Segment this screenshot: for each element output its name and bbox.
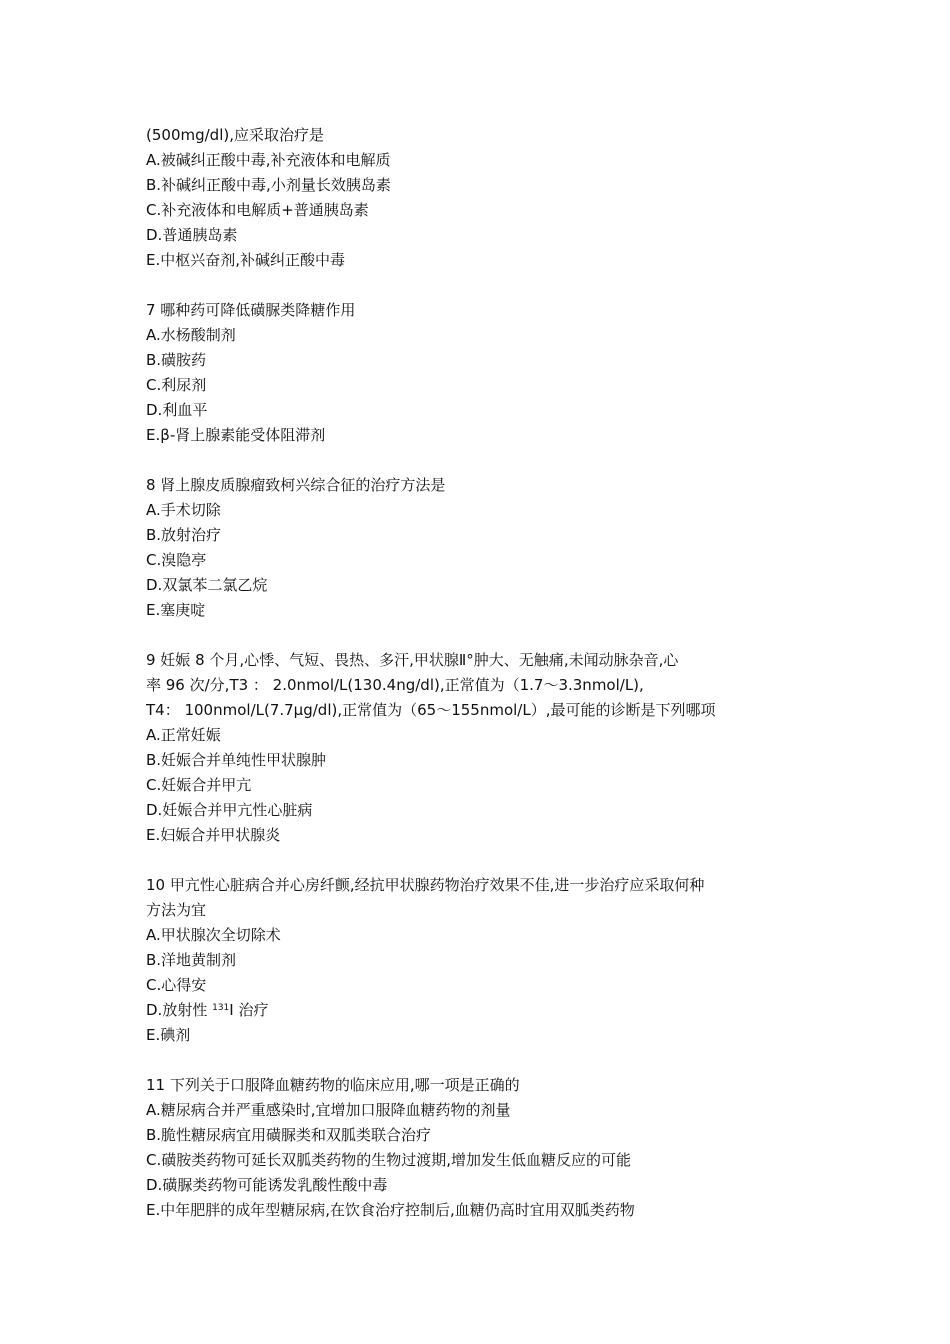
spacer bbox=[146, 623, 786, 648]
option-7a: A.水杨酸制剂 bbox=[146, 326, 236, 344]
option-6d: D.普通胰岛素 bbox=[146, 226, 238, 244]
isotope-superscript: 131 bbox=[212, 1003, 230, 1013]
option-10a: A.甲状腺次全切除术 bbox=[146, 926, 281, 944]
option-10b: B.洋地黄制剂 bbox=[146, 951, 237, 969]
option-8b: B.放射治疗 bbox=[146, 526, 222, 544]
question-7-stem: 7 哪种药可降低磺脲类降糖作用 bbox=[146, 301, 356, 319]
document-page bbox=[146, 123, 786, 1223]
option-8a: A.手术切除 bbox=[146, 501, 221, 519]
question-11-stem: 11 下列关于口服降血糖药物的临床应用,哪一项是正确的 bbox=[146, 1076, 520, 1094]
option-8c: C.溴隐亭 bbox=[146, 551, 207, 569]
question-9-stem-line-1: 9 妊娠 8 个月,心悸、气短、畏热、多汗,甲状腺Ⅱ°肿大、无触痛,未闻动脉杂音,心 bbox=[146, 651, 679, 669]
question-8-stem: 8 肾上腺皮质腺瘤致柯兴综合征的治疗方法是 bbox=[146, 476, 446, 494]
option-9d: D.妊娠合并甲亢性心脏病 bbox=[146, 801, 313, 819]
option-10c: C.心得安 bbox=[146, 976, 207, 994]
option-6e: E.中枢兴奋剂,补碱纠正酸中毒 bbox=[146, 251, 346, 269]
option-7e: E.β-肾上腺素能受体阻滞剂 bbox=[146, 426, 326, 444]
question-9-stem-line-3: T4： 100nmol/L(7.7μg/dl),正常值为（65～155nmol/L）,最可能的诊断是下列哪项 bbox=[146, 701, 716, 719]
option-9b: B.妊娠合并单纯性甲状腺肿 bbox=[146, 751, 327, 769]
option-11a: A.糖尿病合并严重感染时,宜增加口服降血糖药物的剂量 bbox=[146, 1101, 511, 1119]
question-10-stem-line-1: 10 甲亢性心脏病合并心房纤颤,经抗甲状腺药物治疗效果不佳,进一步治疗应采取何种 bbox=[146, 876, 705, 894]
option-6c: C.补充液体和电解质+普通胰岛素 bbox=[146, 201, 369, 219]
option-8e: E.塞庚啶 bbox=[146, 601, 206, 619]
option-10d bbox=[146, 998, 786, 1023]
option-11e: E.中年肥胖的成年型糖尿病,在饮食治疗控制后,血糖仍高时宜用双胍类药物 bbox=[146, 1201, 635, 1219]
option-9c: C.妊娠合并甲亢 bbox=[146, 776, 252, 794]
option-10d-prefix: D.放射性 bbox=[146, 1001, 213, 1019]
option-10d-suffix: I 治疗 bbox=[229, 1001, 269, 1019]
option-6a: A.被碱纠正酸中毒,补充液体和电解质 bbox=[146, 151, 391, 169]
option-7d: D.利血平 bbox=[146, 401, 208, 419]
question-6-stem: (500mg/dl),应采取治疗是 bbox=[146, 126, 324, 144]
option-8d: D.双氯苯二氯乙烷 bbox=[146, 576, 268, 594]
option-7c: C.利尿剂 bbox=[146, 376, 207, 394]
option-9e: E.妇娠合并甲状腺炎 bbox=[146, 826, 281, 844]
option-11b: B.脆性糖尿病宜用磺脲类和双胍类联合治疗 bbox=[146, 1126, 432, 1144]
option-7b: B.磺胺药 bbox=[146, 351, 207, 369]
option-10e: E.碘剂 bbox=[146, 1026, 191, 1044]
option-6b: B.补碱纠正酸中毒,小剂量长效胰岛素 bbox=[146, 176, 391, 194]
question-10-stem-line-2: 方法为宜 bbox=[146, 901, 207, 919]
spacer bbox=[146, 448, 786, 473]
spacer bbox=[146, 273, 786, 298]
spacer bbox=[146, 848, 786, 873]
spacer bbox=[146, 1048, 786, 1073]
option-11c: C.磺胺类药物可延长双胍类药物的生物过渡期,增加发生低血糖反应的可能 bbox=[146, 1151, 632, 1169]
option-11d: D.磺脲类药物可能诱发乳酸性酸中毒 bbox=[146, 1176, 388, 1194]
option-9a: A.正常妊娠 bbox=[146, 726, 221, 744]
question-9-stem-line-2: 率 96 次/分,T3 ： 2.0nmol/L(130.4ng/dl),正常值为（1.7～3.3nmol/L), bbox=[146, 676, 644, 694]
